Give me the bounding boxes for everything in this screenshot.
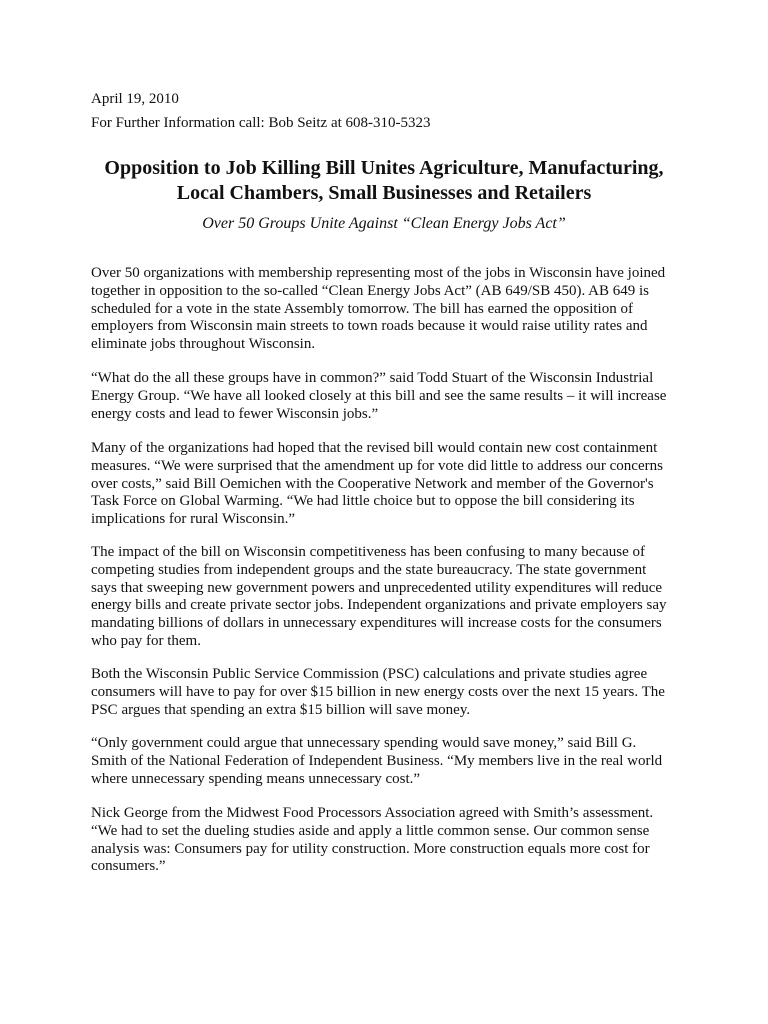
body-paragraph (91, 666, 691, 719)
headline-line: Opposition to Job Killing Bill Unites Agriculture, Manufacturing, (104, 157, 664, 179)
contact-line: For Further Information call: Bob Seitz at 608-310-5323 (91, 115, 431, 131)
text-line: Smith of the National Federation of Independent Business. “My members live in the real world (91, 752, 663, 769)
text-line: who pay for them. (91, 632, 201, 649)
text-line: “What do the all these groups have in common?” said Todd Stuart of the Wisconsin Industrial (91, 370, 654, 386)
text-line: Energy Group. “We have all looked closely at this bill and see the same results – it will increase (91, 387, 667, 404)
text-line: mandating billions of dollars in unnecessary expenditures will increase costs for the consumers (91, 615, 662, 632)
text-line: “We had to set the dueling studies aside and apply a little common sense. Our common sense (91, 822, 650, 839)
text-line: over costs,” said Bill Oemichen with the Cooperative Network and member of the Governor's (91, 475, 654, 492)
body-paragraph (91, 805, 691, 876)
headline-line: Local Chambers, Small Businesses and Retailers (176, 182, 592, 204)
text-line: The impact of the bill on Wisconsin competitiveness has been confusing to many because of (91, 544, 645, 560)
text-line: says that sweeping new government powers and unprecedented utility expenditures will reduce (91, 579, 663, 596)
text-line: implications for rural Wisconsin.” (91, 511, 296, 528)
body-paragraph (91, 735, 691, 788)
text-line: Nick George from the Midwest Food Processors Association agreed with Smith’s assessment. (91, 805, 654, 821)
text-line: employers from Wisconsin main streets to town roads because it would raise utility rates and (91, 318, 648, 335)
text-line: together in opposition to the so-called “Clean Energy Jobs Act” (AB 649/SB 450). AB 649 is (91, 282, 649, 299)
text-line: scheduled for a vote in the state Assembly tomorrow. The bill has earned the opposition of (91, 300, 633, 317)
headline (0, 156, 768, 206)
text-line: measures. “We were surprised that the amendment up for vote did little to address our concerns (91, 457, 663, 474)
text-line: Many of the organizations had hoped that the revised bill would contain new cost containment (91, 440, 658, 456)
text-line: energy bills and create private sector jobs. Independent organizations and private employers say (91, 597, 667, 614)
text-line: “Only government could argue that unnecessary spending would save money,” said Bill G. (91, 735, 637, 751)
text-line: competing studies from independent groups and the state bureaucracy. The state government (91, 561, 647, 578)
text-line: energy costs and lead to fewer Wisconsin jobs.” (91, 405, 379, 422)
text-line: consumers will have to pay for over $15 billion in new energy costs over the next 15 years. The (91, 683, 665, 700)
text-line: analysis was: Consumers pay for utility construction. More construction equals more cost for (91, 840, 650, 857)
body-paragraph (91, 370, 691, 423)
text-line: Over 50 organizations with membership representing most of the jobs in Wisconsin have joined (91, 265, 666, 281)
text-line: PSC argues that spending an extra $15 billion will save money. (91, 701, 471, 718)
text-line: Both the Wisconsin Public Service Commission (PSC) calculations and private studies agree (91, 666, 648, 682)
text-line: consumers.” (91, 858, 166, 875)
text-line: eliminate jobs throughout Wisconsin. (91, 336, 316, 353)
body-paragraph (91, 265, 691, 354)
body-paragraph (91, 440, 691, 529)
subheadline: Over 50 Groups Unite Against “Clean Energy Jobs Act” (202, 215, 566, 232)
text-line: where unnecessary spending means unnecessary cost.” (91, 770, 421, 787)
text-line: Task Force on Global Warming. “We had little choice but to oppose the bill considering its (91, 493, 635, 510)
body-paragraph (91, 544, 691, 651)
release-date: April 19, 2010 (91, 91, 179, 107)
